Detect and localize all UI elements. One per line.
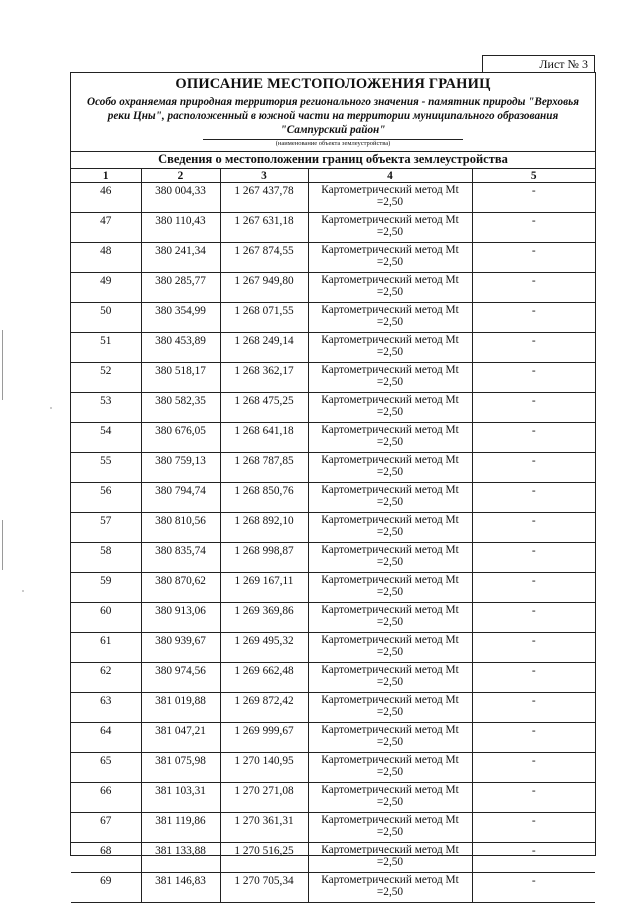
document-frame xyxy=(70,72,596,898)
note-cell: - xyxy=(472,273,595,303)
point-number-cell: 64 xyxy=(71,723,141,753)
y-coordinate-cell: 1 268 787,85 xyxy=(220,453,308,483)
x-coordinate-cell: 380 676,05 xyxy=(141,423,220,453)
table-row xyxy=(71,573,595,603)
table-row xyxy=(71,453,595,483)
table-row xyxy=(71,873,595,903)
note-cell: - xyxy=(472,753,595,783)
point-number-cell: 68 xyxy=(71,843,141,873)
section-title: Сведения о местоположении границ объекта землеустройства xyxy=(71,151,595,169)
method-cell: Картометрический метод Mt =2,50 xyxy=(308,183,472,213)
point-number-cell: 55 xyxy=(71,453,141,483)
y-coordinate-cell: 1 268 998,87 xyxy=(220,543,308,573)
point-number-cell: 67 xyxy=(71,813,141,843)
y-coordinate-cell: 1 269 495,32 xyxy=(220,633,308,663)
x-coordinate-cell: 381 019,88 xyxy=(141,693,220,723)
x-coordinate-cell: 380 913,06 xyxy=(141,603,220,633)
x-coordinate-cell: 380 241,34 xyxy=(141,243,220,273)
x-coordinate-cell: 381 103,31 xyxy=(141,783,220,813)
table-row xyxy=(71,603,595,633)
table-row xyxy=(71,753,595,783)
y-coordinate-cell: 1 268 249,14 xyxy=(220,333,308,363)
x-coordinate-cell: 380 835,74 xyxy=(141,543,220,573)
y-coordinate-cell: 1 267 631,18 xyxy=(220,213,308,243)
note-cell: - xyxy=(472,573,595,603)
scan-speck xyxy=(22,590,24,592)
method-cell: Картометрический метод Mt =2,50 xyxy=(308,813,472,843)
method-cell: Картометрический метод Mt =2,50 xyxy=(308,663,472,693)
point-number-cell: 46 xyxy=(71,183,141,213)
column-header: 1 xyxy=(71,169,141,183)
point-number-cell: 48 xyxy=(71,243,141,273)
table-row xyxy=(71,543,595,573)
method-cell: Картометрический метод Mt =2,50 xyxy=(308,753,472,783)
point-number-cell: 56 xyxy=(71,483,141,513)
method-cell: Картометрический метод Mt =2,50 xyxy=(308,843,472,873)
x-coordinate-cell: 380 939,67 xyxy=(141,633,220,663)
note-cell: - xyxy=(472,513,595,543)
y-coordinate-cell: 1 268 850,76 xyxy=(220,483,308,513)
table-row xyxy=(71,843,595,873)
method-cell: Картометрический метод Mt =2,50 xyxy=(308,363,472,393)
method-cell: Картометрический метод Mt =2,50 xyxy=(308,273,472,303)
point-number-cell: 52 xyxy=(71,363,141,393)
y-coordinate-cell: 1 270 140,95 xyxy=(220,753,308,783)
point-number-cell: 66 xyxy=(71,783,141,813)
point-number-cell: 60 xyxy=(71,603,141,633)
note-cell: - xyxy=(472,873,595,903)
object-name: Особо охраняемая природная территория регионального значения - памятник природы "Верховья реки Цны", расположенный в южной части на территории муниципального образования "Сампурский район" xyxy=(87,96,579,136)
table-row xyxy=(71,303,595,333)
point-number-cell: 51 xyxy=(71,333,141,363)
note-cell: - xyxy=(472,303,595,333)
y-coordinate-cell: 1 270 271,08 xyxy=(220,783,308,813)
column-header: 3 xyxy=(220,169,308,183)
x-coordinate-cell: 380 110,43 xyxy=(141,213,220,243)
x-coordinate-cell: 380 518,17 xyxy=(141,363,220,393)
x-coordinate-cell: 380 582,35 xyxy=(141,393,220,423)
table-body xyxy=(71,183,595,903)
y-coordinate-cell: 1 267 949,80 xyxy=(220,273,308,303)
x-coordinate-cell: 381 075,98 xyxy=(141,753,220,783)
method-cell: Картометрический метод Mt =2,50 xyxy=(308,603,472,633)
table-row xyxy=(71,813,595,843)
y-coordinate-cell: 1 269 999,67 xyxy=(220,723,308,753)
column-header: 2 xyxy=(141,169,220,183)
point-number-cell: 69 xyxy=(71,873,141,903)
method-cell: Картометрический метод Mt =2,50 xyxy=(308,723,472,753)
y-coordinate-cell: 1 270 516,25 xyxy=(220,843,308,873)
method-cell: Картометрический метод Mt =2,50 xyxy=(308,243,472,273)
y-coordinate-cell: 1 268 892,10 xyxy=(220,513,308,543)
x-coordinate-cell: 380 810,56 xyxy=(141,513,220,543)
sheet-number: Лист № 3 xyxy=(482,55,595,73)
point-number-cell: 65 xyxy=(71,753,141,783)
method-cell: Картометрический метод Mt =2,50 xyxy=(308,543,472,573)
coordinates-table xyxy=(71,169,595,903)
note-cell: - xyxy=(472,453,595,483)
y-coordinate-cell: 1 269 662,48 xyxy=(220,663,308,693)
x-coordinate-cell: 381 119,86 xyxy=(141,813,220,843)
table-row xyxy=(71,423,595,453)
note-cell: - xyxy=(472,633,595,663)
method-cell: Картометрический метод Mt =2,50 xyxy=(308,213,472,243)
note-cell: - xyxy=(472,663,595,693)
x-coordinate-cell: 380 004,33 xyxy=(141,183,220,213)
note-cell: - xyxy=(472,393,595,423)
scan-speck xyxy=(50,407,52,409)
method-cell: Картометрический метод Mt =2,50 xyxy=(308,873,472,903)
note-cell: - xyxy=(472,483,595,513)
note-cell: - xyxy=(472,603,595,633)
y-coordinate-cell: 1 268 362,17 xyxy=(220,363,308,393)
column-header: 4 xyxy=(308,169,472,183)
table-row xyxy=(71,213,595,243)
point-number-cell: 63 xyxy=(71,693,141,723)
table-row xyxy=(71,243,595,273)
x-coordinate-cell: 380 974,56 xyxy=(141,663,220,693)
point-number-cell: 62 xyxy=(71,663,141,693)
scan-edge-mark xyxy=(2,520,3,570)
table-row xyxy=(71,333,595,363)
scan-edge-mark xyxy=(2,330,3,400)
point-number-cell: 49 xyxy=(71,273,141,303)
point-number-cell: 61 xyxy=(71,633,141,663)
y-coordinate-cell: 1 269 872,42 xyxy=(220,693,308,723)
x-coordinate-cell: 380 285,77 xyxy=(141,273,220,303)
table-row xyxy=(71,393,595,423)
y-coordinate-cell: 1 267 437,78 xyxy=(220,183,308,213)
y-coordinate-cell: 1 270 361,31 xyxy=(220,813,308,843)
note-cell: - xyxy=(472,843,595,873)
point-number-cell: 50 xyxy=(71,303,141,333)
point-number-cell: 53 xyxy=(71,393,141,423)
x-coordinate-cell: 380 759,13 xyxy=(141,453,220,483)
y-coordinate-cell: 1 270 705,34 xyxy=(220,873,308,903)
method-cell: Картометрический метод Mt =2,50 xyxy=(308,693,472,723)
point-number-cell: 47 xyxy=(71,213,141,243)
note-cell: - xyxy=(472,693,595,723)
point-number-cell: 59 xyxy=(71,573,141,603)
x-coordinate-cell: 380 870,62 xyxy=(141,573,220,603)
method-cell: Картометрический метод Mt =2,50 xyxy=(308,393,472,423)
method-cell: Картометрический метод Mt =2,50 xyxy=(308,333,472,363)
point-number-cell: 54 xyxy=(71,423,141,453)
y-coordinate-cell: 1 269 167,11 xyxy=(220,573,308,603)
table-row xyxy=(71,633,595,663)
column-header: 5 xyxy=(472,169,595,183)
note-cell: - xyxy=(472,723,595,753)
y-coordinate-cell: 1 268 475,25 xyxy=(220,393,308,423)
method-cell: Картометрический метод Mt =2,50 xyxy=(308,633,472,663)
method-cell: Картометрический метод Mt =2,50 xyxy=(308,513,472,543)
table-header-row xyxy=(71,169,595,183)
point-number-cell: 57 xyxy=(71,513,141,543)
x-coordinate-cell: 381 047,21 xyxy=(141,723,220,753)
y-coordinate-cell: 1 267 874,55 xyxy=(220,243,308,273)
x-coordinate-cell: 380 794,74 xyxy=(141,483,220,513)
x-coordinate-cell: 381 133,88 xyxy=(141,843,220,873)
y-coordinate-cell: 1 268 641,18 xyxy=(220,423,308,453)
note-cell: - xyxy=(472,363,595,393)
method-cell: Картометрический метод Mt =2,50 xyxy=(308,303,472,333)
table-row xyxy=(71,783,595,813)
table-row xyxy=(71,693,595,723)
method-cell: Картометрический метод Mt =2,50 xyxy=(308,453,472,483)
table-row xyxy=(71,483,595,513)
x-coordinate-cell: 380 354,99 xyxy=(141,303,220,333)
note-cell: - xyxy=(472,183,595,213)
method-cell: Картометрический метод Mt =2,50 xyxy=(308,483,472,513)
method-cell: Картометрический метод Mt =2,50 xyxy=(308,573,472,603)
document-title: ОПИСАНИЕ МЕСТОПОЛОЖЕНИЯ ГРАНИЦ xyxy=(175,76,491,92)
note-cell: - xyxy=(472,813,595,843)
y-coordinate-cell: 1 268 071,55 xyxy=(220,303,308,333)
method-cell: Картометрический метод Mt =2,50 xyxy=(308,423,472,453)
table-row xyxy=(71,723,595,753)
table-row xyxy=(71,183,595,213)
note-cell: - xyxy=(472,213,595,243)
table-row xyxy=(71,273,595,303)
y-coordinate-cell: 1 269 369,86 xyxy=(220,603,308,633)
method-cell: Картометрический метод Mt =2,50 xyxy=(308,783,472,813)
note-cell: - xyxy=(472,783,595,813)
table-row xyxy=(71,363,595,393)
table-row xyxy=(71,663,595,693)
x-coordinate-cell: 380 453,89 xyxy=(141,333,220,363)
note-cell: - xyxy=(472,543,595,573)
x-coordinate-cell: 381 146,83 xyxy=(141,873,220,903)
table-row xyxy=(71,513,595,543)
object-name-caption: (наименование объекта землеустройства) xyxy=(275,140,391,147)
note-cell: - xyxy=(472,333,595,363)
note-cell: - xyxy=(472,243,595,273)
note-cell: - xyxy=(472,423,595,453)
point-number-cell: 58 xyxy=(71,543,141,573)
